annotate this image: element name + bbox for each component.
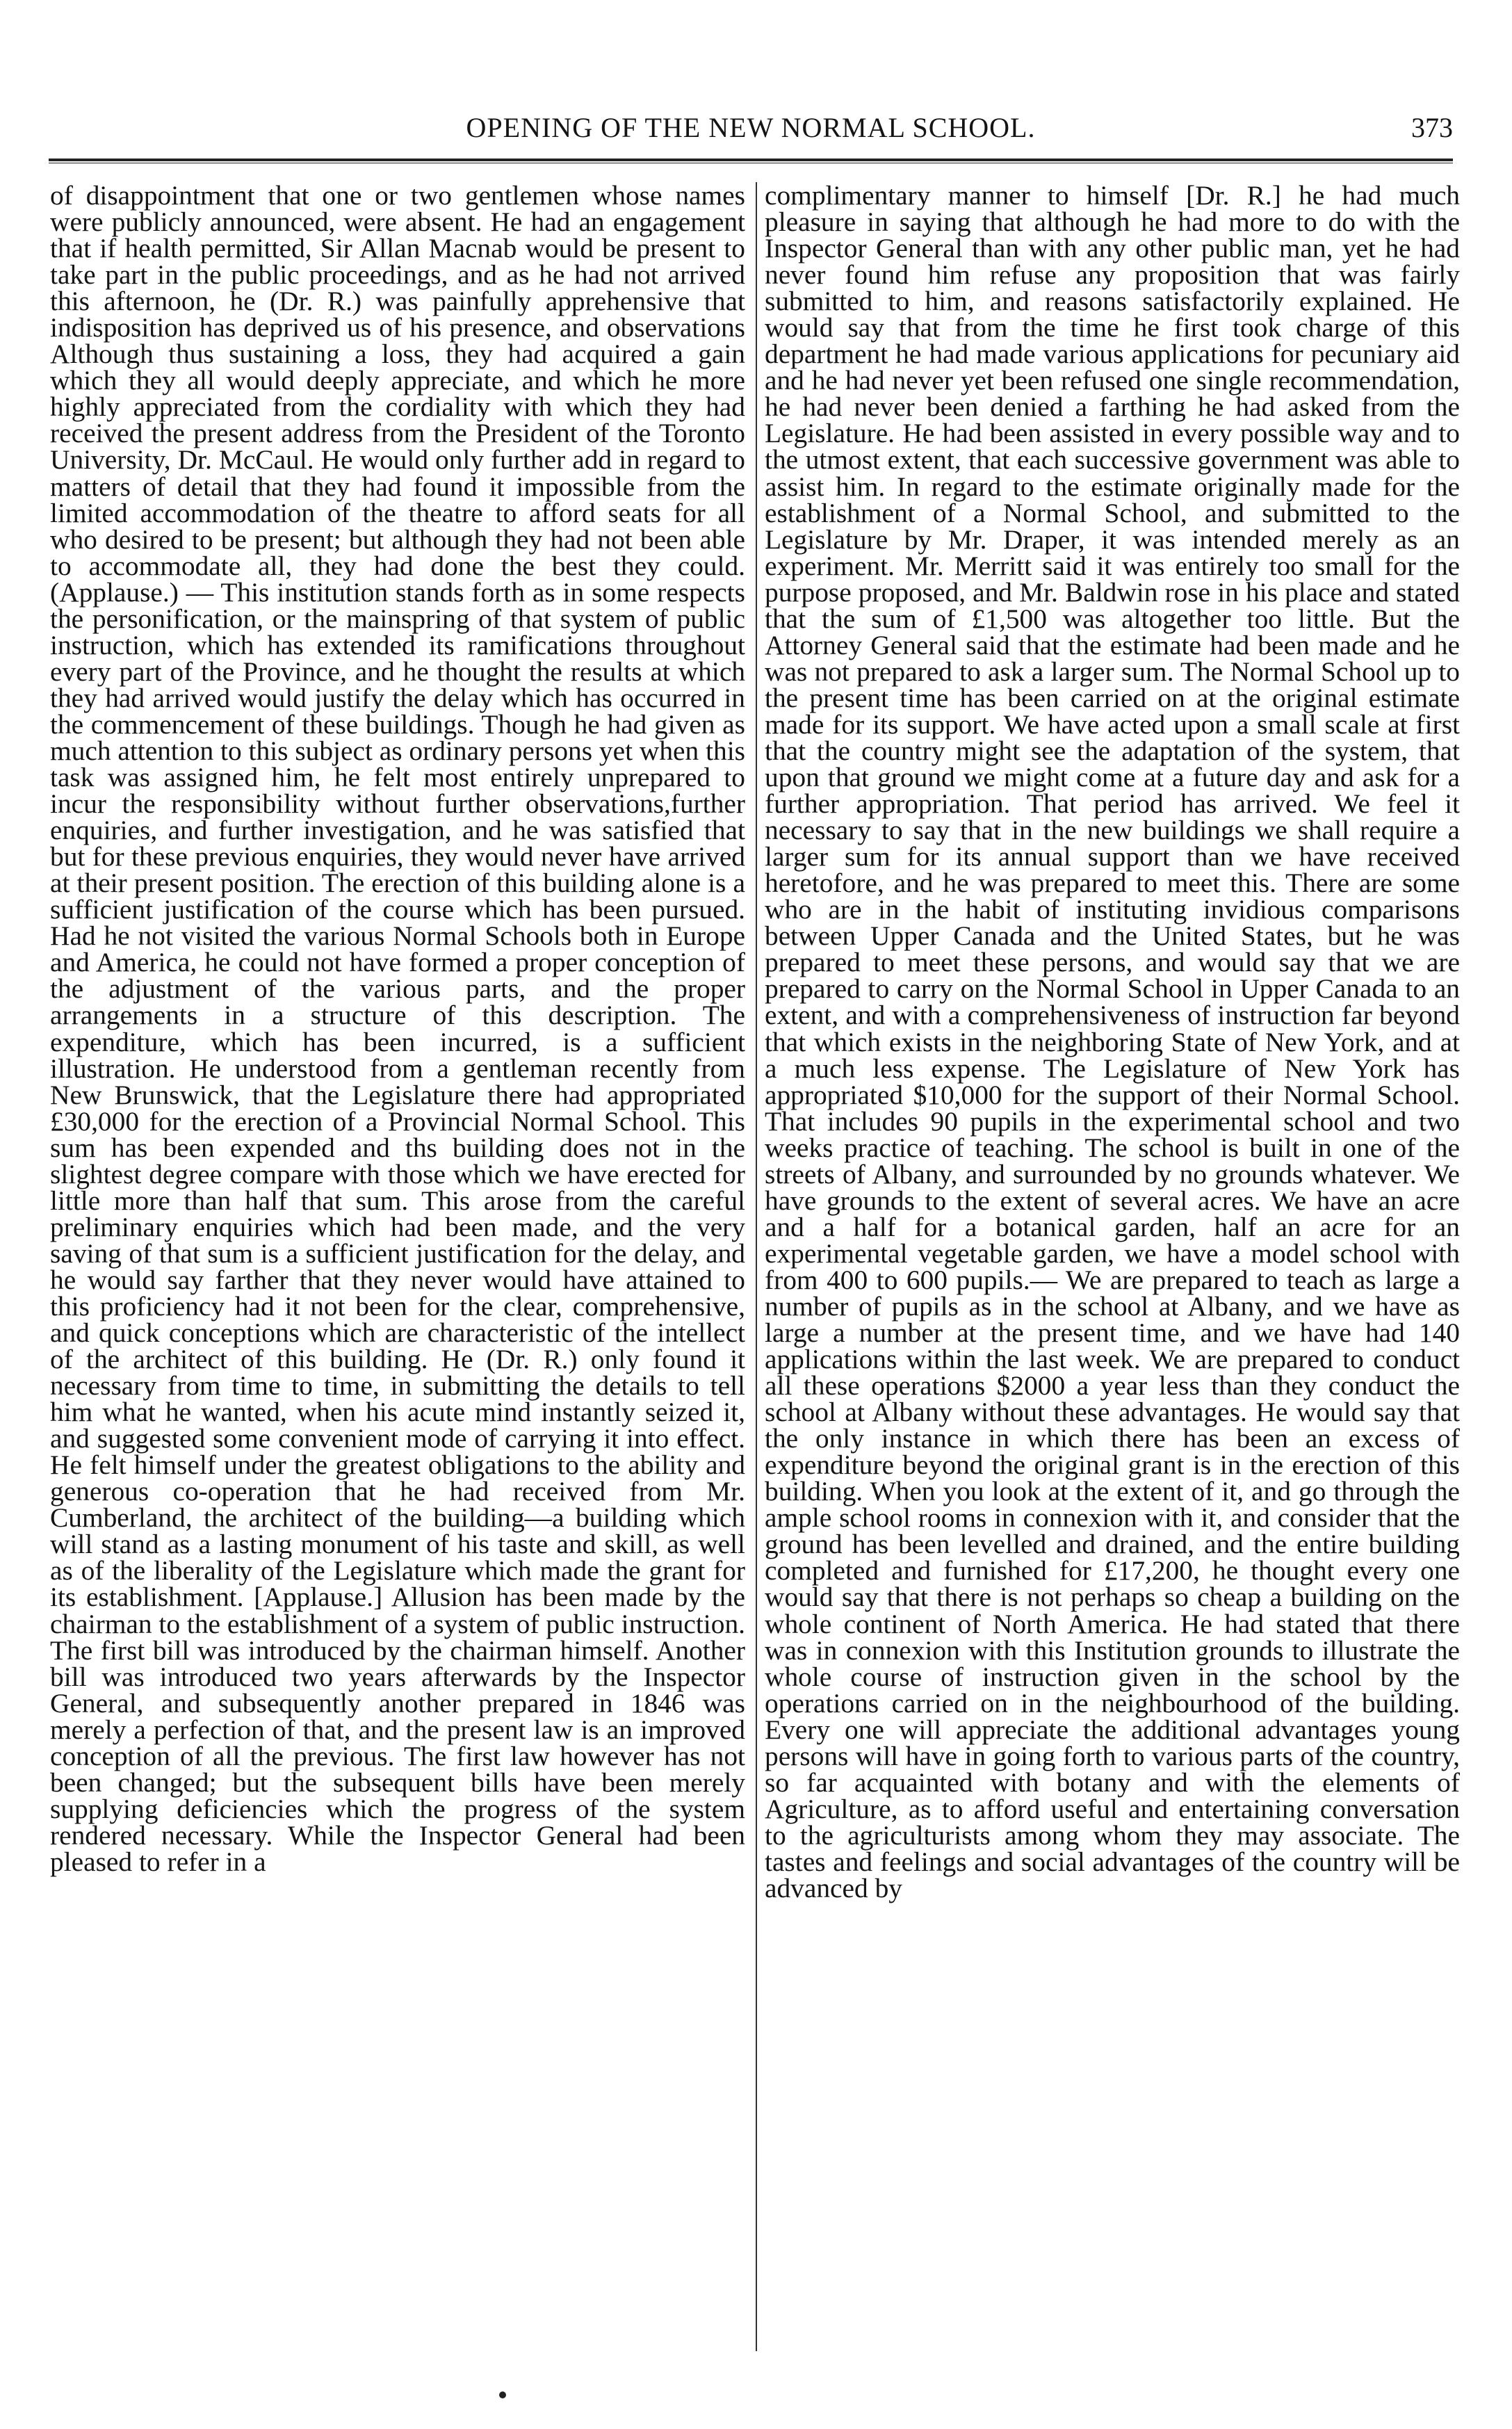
page-number: 373 bbox=[1411, 112, 1453, 143]
left-column bbox=[50, 182, 745, 2379]
header-rule bbox=[49, 159, 1453, 163]
running-title: OPENING OF THE NEW NORMAL SCHOOL. bbox=[466, 112, 1036, 143]
page-header bbox=[49, 104, 1453, 153]
right-column bbox=[765, 182, 1460, 2379]
left-column-text: of disappointment that one or two gentlemen whose names were publicly announced, were absent. He had an engagement that if health permitted, Sir Allan Macnab would be present to take part in the public proceedings, and as he had not arrived this afternoon, he (Dr. R.) was painfully apprehensive that indisposition has deprived us of his presence, and observations Although thus sustaining a loss, they had acquired a gain which they all would deeply appreciate, and which he more highly appreciated from the cordiality with which they had received the present address from the President of the Toronto University, Dr. McCaul. He would only further add in regard to matters of detail that they had found it impossible from the limited accommodation of the theatre to afford seats for all who desired to be present; but although they had not been able to accommodate all, they had done the best they could. (Applause.) — This institution stands forth as in some respects the personification, or the mainspring of that system of public instruction, which has extended its ramifications throughout every part of the Province, and he thought the results at which they had arrived would justify the delay which has occurred in the commencement of these buildings. Though he had given as much attention to this subject as ordinary persons yet when this task was assigned him, he felt most entirely unprepared to incur the responsibility without further observations,further enquiries, and further investigation, and he was satisfied that but for these previous enquiries, they would never have arrived at their present position. The erection of this building alone is a sufficient justification of the course which has been pursued. Had he not visited the various Normal Schools both in Europe and America, he could not have formed a proper conception of the adjustment of the various parts, and the proper arrangements in a structure of this description. The expenditure, which has been incurred, is a sufficient illustration. He understood from a gentleman recently from New Brunswick, that the Legislature there had appropriated £30,000 for the erection of a Provincial Normal School. This sum has been expended and ths building does not in the slightest degree compare with those which we have erected for little more than half that sum. This arose from the careful preliminary enquiries which had been made, and the very saving of that sum is a sufficient justification for the delay, and he would say farther that they never would have attained to this proficiency had it not been for the clear, comprehensive, and quick conceptions which are characteristic of the intellect of the architect of this building. He (Dr. R.) only found it necessary from time to time, in submitting the details to tell him what he wanted, when his acute mind instantly seized it, and suggested some convenient mode of carrying it into effect. He felt himself under the greatest obligations to the ability and generous co-operation that he had received from Mr. Cumberland, the architect of the building—a building which will stand as a lasting monument of his taste and skill, as well as of the liberality of the Legislature which made the grant for its establishment. [Applause.] Allusion has been made by the chairman to the establishment of a system of public instruction. The first bill was introduced by the chairman himself. Another bill was introduced two years afterwards by the Inspector General, and subsequently another prepared in 1846 was merely a perfection of that, and the present law is an improved conception of all the previous. The first law however has not been changed; but the subsequent bills have been merely supplying deficiencies which the progress of the system rendered necessary. While the Inspector General had been pleased to refer in a bbox=[50, 182, 745, 1877]
printer-mark bbox=[499, 2391, 506, 2398]
right-column-text: complimentary manner to himself [Dr. R.] he had much pleasure in saying that although he had more to do with the Inspector General than with any other public man, yet he had never found him refuse any proposition that was fairly submitted to him, and reasons satisfactorily explained. He would say that from the time he first took charge of this department he had made various applications for pecuniary aid and he had never yet been refused one single recommendation, he had never been denied a farthing he had asked from the Legislature. He had been assisted in every possible way and to the utmost extent, that each successive government was able to assist him. In regard to the estimate originally made for the establishment of a Normal School, and submitted to the Legislature by Mr. Draper, it was intended merely as an experiment. Mr. Merritt said it was entirely too small for the purpose proposed, and Mr. Baldwin rose in his place and stated that the sum of £1,500 was altogether too little. But the Attorney General said that the estimate had been made and he was not prepared to ask a larger sum. The Normal School up to the present time has been carried on at the original estimate made for its support. We have acted upon a small scale at first that the country might see the adaptation of the system, that upon that ground we might come at a future day and ask for a further appropriation. That period has arrived. We feel it necessary to say that in the new buildings we shall require a larger sum for its annual support than we have received heretofore, and he was prepared to meet this. There are some who are in the habit of instituting invidious comparisons between Upper Canada and the United States, but he was prepared to meet these persons, and would say that we are prepared to carry on the Normal School in Upper Canada to an extent, and with a comprehensiveness of instruction far beyond that which exists in the neighboring State of New York, and at a much less expense. The Legislature of New York has appropriated $10,000 for the support of their Normal School. That includes 90 pupils in the experimental school and two weeks practice of teaching. The school is built in one of the streets of Albany, and surrounded by no grounds whatever. We have grounds to the extent of several acres. We have an acre and a half for a botanical garden, half an acre for an experimental vegetable garden, we have a model school with from 400 to 600 pupils.— We are prepared to teach as large a number of pupils as in the school at Albany, and we have as large a number at the present time, and we have had 140 applications within the last week. We are prepared to conduct all these operations $2000 a year less than they conduct the school at Albany without these advantages. He would say that the only instance in which there has been an excess of expenditure beyond the original grant is in the erection of this building. When you look at the extent of it, and go through the ample school rooms in connexion with it, and consider that the ground has been levelled and drained, and the entire building completed and furnished for £17,200, he thought every one would say that there is not perhaps so cheap a building on the whole continent of North America. He had stated that there was in connexion with this Institution grounds to illustrate the whole course of instruction given in the school by the operations carried on in the neighbourhood of the building. Every one will appreciate the additional advantages young persons will have in going forth to various parts of the country, so far acquainted with botany and with the elements of Agriculture, as to afford useful and entertaining conversation to the agriculturists among whom they may associate. The tastes and feelings and social advantages of the country will be advanced by bbox=[765, 182, 1460, 1903]
column-divider bbox=[756, 182, 757, 2351]
